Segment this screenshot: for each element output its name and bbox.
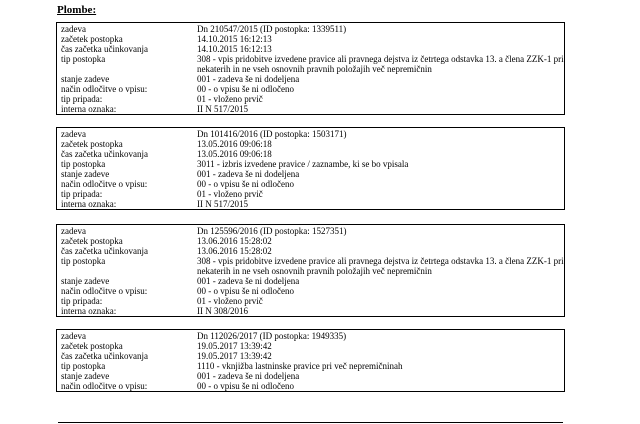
row-label: zadeva — [61, 331, 86, 341]
row-label: tip postopka — [61, 256, 106, 266]
row-value: Dn 125596/2016 (ID postopka: 1527351) — [197, 226, 347, 236]
record-row — [61, 159, 564, 169]
row-value: 001 - zadeva še ni dodeljena — [197, 276, 300, 286]
row-value: 01 - vloženo prvič — [197, 94, 263, 104]
row-label: stanje zadeve — [61, 371, 110, 381]
row-label: čas začetka učinkovanja — [61, 351, 148, 361]
row-label: način odločitve o vpisu: — [61, 381, 148, 391]
row-label: tip postopka — [61, 159, 106, 169]
section-heading: Plombe: — [57, 4, 97, 16]
row-value: II N 308/2016 — [197, 306, 248, 316]
record-row — [61, 34, 564, 44]
record-row — [61, 381, 564, 391]
record-row — [61, 149, 564, 159]
row-value: Dn 112026/2017 (ID postopka: 1949335) — [197, 331, 347, 341]
row-label: zadeva — [61, 226, 86, 236]
record-row — [61, 169, 564, 179]
record-row — [61, 361, 564, 371]
row-label: začetek postopka — [61, 341, 123, 351]
row-value: 00 - o vpisu še ni odločeno — [197, 286, 294, 296]
record-box — [56, 329, 565, 392]
record-row — [61, 94, 564, 104]
row-label: čas začetka učinkovanja — [61, 149, 148, 159]
record-row — [61, 74, 564, 84]
record-row — [61, 189, 564, 199]
row-value: Dn 210547/2015 (ID postopka: 1339511) — [197, 24, 347, 34]
row-value: 19.05.2017 13:39:42 — [197, 341, 272, 351]
row-value: Dn 101416/2016 (ID postopka: 1503171) — [197, 129, 347, 139]
record-row — [61, 44, 564, 54]
record-row — [61, 306, 564, 316]
record-row — [61, 371, 564, 381]
row-value: 13.05.2016 09:06:18 — [197, 149, 272, 159]
record-row — [61, 54, 564, 74]
record-row — [61, 84, 564, 94]
row-label: način odločitve o vpisu: — [61, 286, 148, 296]
row-label: tip pripada: — [61, 94, 103, 104]
row-label: tip pripada: — [61, 189, 103, 199]
row-value: 19.05.2017 13:39:42 — [197, 351, 272, 361]
row-value: 14.10.2015 16:12:13 — [197, 34, 272, 44]
record-row — [61, 296, 564, 306]
row-value: 01 - vloženo prvič — [197, 189, 263, 199]
record-row — [61, 246, 564, 256]
record-row — [61, 236, 564, 246]
row-label: tip postopka — [61, 54, 106, 64]
row-label: tip postopka — [61, 361, 106, 371]
row-value: 13.06.2016 15:28:02 — [197, 236, 272, 246]
row-value: 001 - zadeva še ni dodeljena — [197, 371, 300, 381]
row-label: interna oznaka: — [61, 199, 117, 209]
record-box — [56, 224, 565, 317]
row-value: 1110 - vknjižba lastninske pravice pri več nepremičninah — [197, 361, 403, 371]
row-label: čas začetka učinkovanja — [61, 44, 148, 54]
row-value: 13.05.2016 09:06:18 — [197, 139, 272, 149]
row-value: II N 517/2015 — [197, 104, 248, 114]
record-row — [61, 351, 564, 361]
row-value: 308 - vpis pridobitve izvedene pravice ali pravnega dejstva iz četrtega odstavka 13. a člena ZZK-1 pri nekaterih in ne vseh osnovnih pravnih položajih več nepremičnin — [197, 256, 564, 276]
record-row — [61, 331, 564, 341]
row-value: 01 - vloženo prvič — [197, 296, 263, 306]
row-label: stanje zadeve — [61, 74, 110, 84]
record-row — [61, 256, 564, 276]
record-row — [61, 276, 564, 286]
row-value: II N 517/2015 — [197, 199, 248, 209]
row-value: 14.10.2015 16:12:13 — [197, 44, 272, 54]
row-label: zadeva — [61, 129, 86, 139]
row-label: začetek postopka — [61, 236, 123, 246]
record-row — [61, 104, 564, 114]
record-row — [61, 226, 564, 236]
row-value: 13.06.2016 15:28:02 — [197, 246, 272, 256]
row-value: 001 - zadeva še ni dodeljena — [197, 74, 300, 84]
record-box — [56, 127, 565, 210]
row-label: tip pripada: — [61, 296, 103, 306]
row-value: 3011 - izbris izvedene pravice / zaznambe, ki se bo vpisala — [197, 159, 409, 169]
row-label: zadeva — [61, 24, 86, 34]
row-value: 308 - vpis pridobitve izvedene pravice ali pravnega dejstva iz četrtega odstavka 13. a člena ZZK-1 pri nekaterih in ne vseh osnovnih pravnih položajih več nepremičnin — [197, 54, 564, 74]
row-label: interna oznaka: — [61, 306, 117, 316]
row-label: začetek postopka — [61, 34, 123, 44]
row-label: način odločitve o vpisu: — [61, 84, 148, 94]
page-bottom-rule — [58, 422, 563, 423]
row-value: 001 - zadeva še ni dodeljena — [197, 169, 300, 179]
record-row — [61, 24, 564, 34]
record-row — [61, 341, 564, 351]
row-label: način odločitve o vpisu: — [61, 179, 148, 189]
row-value: 00 - o vpisu še ni odločeno — [197, 84, 294, 94]
row-label: čas začetka učinkovanja — [61, 246, 148, 256]
row-value: 00 - o vpisu še ni odločeno — [197, 179, 294, 189]
record-row — [61, 179, 564, 189]
row-label: začetek postopka — [61, 139, 123, 149]
row-label: stanje zadeve — [61, 169, 110, 179]
record-row — [61, 129, 564, 139]
row-label: interna oznaka: — [61, 104, 117, 114]
record-row — [61, 199, 564, 209]
record-row — [61, 139, 564, 149]
row-value: 00 - o vpisu še ni odločeno — [197, 381, 294, 391]
row-label: stanje zadeve — [61, 276, 110, 286]
record-box — [56, 22, 565, 115]
record-row — [61, 286, 564, 296]
